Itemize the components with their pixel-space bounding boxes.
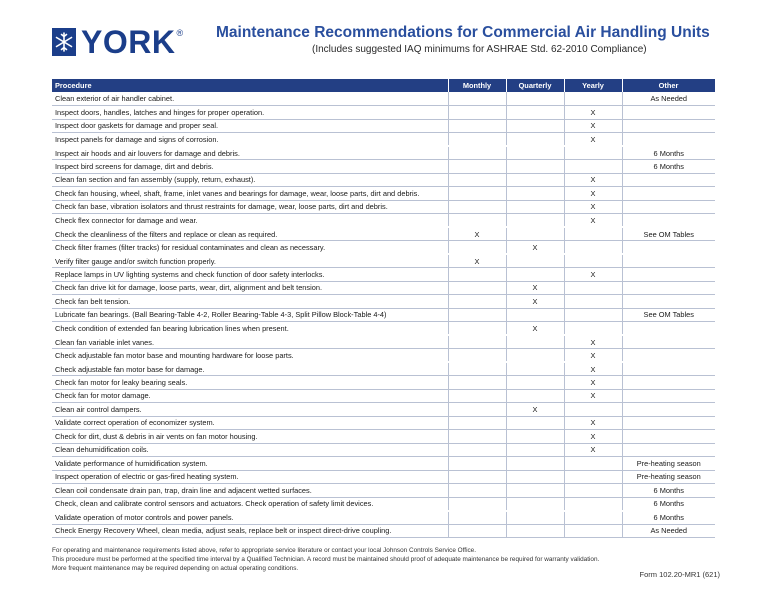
cell-other <box>622 416 715 430</box>
table-row <box>52 349 715 363</box>
cell-other <box>622 254 715 268</box>
cell-yearly <box>564 524 622 538</box>
cell-quarterly <box>506 133 564 147</box>
cell-yearly <box>564 160 622 174</box>
cell-procedure: Clean dehumidification coils. <box>52 443 448 457</box>
brand-name: YORK <box>81 24 176 60</box>
cell-procedure: Clean fan variable inlet vanes. <box>52 335 448 349</box>
cell-quarterly <box>506 160 564 174</box>
cell-other <box>622 295 715 309</box>
cell-other <box>622 430 715 444</box>
cell-monthly <box>448 295 506 309</box>
column-header-monthly: Monthly <box>448 79 506 92</box>
table-row <box>52 484 715 498</box>
cell-quarterly <box>506 200 564 214</box>
cell-quarterly: X <box>506 295 564 309</box>
cell-quarterly <box>506 470 564 484</box>
cell-procedure: Clean exterior of air handler cabinet. <box>52 92 448 106</box>
footnote: More frequent maintenance may be required depending on actual operating conditions. <box>52 565 299 572</box>
cell-quarterly <box>506 430 564 444</box>
cell-yearly: X <box>564 268 622 282</box>
cell-other: 6 Months <box>622 146 715 160</box>
cell-other <box>622 403 715 417</box>
cell-procedure: Inspect air hoods and air louvers for damage and debris. <box>52 146 448 160</box>
cell-procedure: Inspect panels for damage and signs of corrosion. <box>52 133 448 147</box>
cell-quarterly <box>506 173 564 187</box>
table-row <box>52 295 715 309</box>
cell-yearly <box>564 511 622 525</box>
cell-yearly <box>564 281 622 295</box>
cell-monthly <box>448 92 506 106</box>
table-row <box>52 281 715 295</box>
cell-yearly <box>564 403 622 417</box>
cell-quarterly <box>506 227 564 241</box>
cell-other <box>622 322 715 336</box>
cell-monthly <box>448 322 506 336</box>
table-row <box>52 200 715 214</box>
column-header-other: Other <box>622 79 715 92</box>
cell-other: 6 Months <box>622 511 715 525</box>
cell-yearly: X <box>564 200 622 214</box>
cell-quarterly: X <box>506 322 564 336</box>
cell-quarterly: X <box>506 403 564 417</box>
snowflake-icon <box>52 28 76 56</box>
cell-procedure: Inspect bird screens for damage, dirt and debris. <box>52 160 448 174</box>
table-header-row <box>52 79 715 92</box>
cell-yearly: X <box>564 335 622 349</box>
cell-monthly <box>448 430 506 444</box>
cell-monthly: X <box>448 227 506 241</box>
cell-quarterly <box>506 254 564 268</box>
cell-other: 6 Months <box>622 484 715 498</box>
cell-other <box>622 268 715 282</box>
cell-other <box>622 106 715 120</box>
cell-monthly <box>448 308 506 322</box>
cell-monthly <box>448 484 506 498</box>
column-header-quarterly: Quarterly <box>506 79 564 92</box>
cell-quarterly <box>506 362 564 376</box>
table-row <box>52 389 715 403</box>
column-header-procedure: Procedure <box>52 79 448 92</box>
cell-procedure: Verify filter gauge and/or switch function properly. <box>52 254 448 268</box>
cell-other: As Needed <box>622 524 715 538</box>
cell-yearly: X <box>564 106 622 120</box>
cell-yearly: X <box>564 430 622 444</box>
cell-quarterly <box>506 106 564 120</box>
cell-other <box>622 281 715 295</box>
cell-quarterly <box>506 457 564 471</box>
cell-quarterly: X <box>506 281 564 295</box>
table-row <box>52 416 715 430</box>
cell-procedure: Clean fan section and fan assembly (supply, return, exhaust). <box>52 173 448 187</box>
cell-procedure: Check the cleanliness of the filters and replace or clean as required. <box>52 227 448 241</box>
cell-monthly <box>448 281 506 295</box>
table-row <box>52 214 715 228</box>
table-row <box>52 160 715 174</box>
cell-quarterly <box>506 389 564 403</box>
table-row <box>52 106 715 120</box>
cell-procedure: Check adjustable fan motor base and mounting hardware for loose parts. <box>52 349 448 363</box>
cell-other <box>622 133 715 147</box>
cell-yearly: X <box>564 443 622 457</box>
cell-yearly <box>564 457 622 471</box>
cell-other: Pre-heating season <box>622 470 715 484</box>
cell-monthly <box>448 133 506 147</box>
footnote: This procedure must be performed at the specified time interval by a Qualified Technician. A record must be maintained should proof of adequate maintenance be required for warranty validation. <box>52 556 600 563</box>
cell-procedure: Check fan for motor damage. <box>52 389 448 403</box>
cell-monthly <box>448 160 506 174</box>
cell-procedure: Lubricate fan bearings. (Ball Bearing-Table 4-2, Roller Bearing-Table 4-3, Split Pillow Block-Table 4-4) <box>52 308 448 322</box>
cell-quarterly <box>506 308 564 322</box>
cell-procedure: Check fan belt tension. <box>52 295 448 309</box>
cell-other: 6 Months <box>622 160 715 174</box>
registered-mark: ® <box>176 28 184 38</box>
cell-other <box>622 349 715 363</box>
table-row <box>52 119 715 133</box>
cell-yearly: X <box>564 362 622 376</box>
cell-procedure: Validate correct operation of economizer system. <box>52 416 448 430</box>
cell-quarterly <box>506 187 564 201</box>
cell-yearly <box>564 227 622 241</box>
form-number: Form 102.20-MR1 (621) <box>639 570 720 579</box>
table-row <box>52 524 715 538</box>
column-header-yearly: Yearly <box>564 79 622 92</box>
table-row <box>52 227 715 241</box>
cell-other <box>622 214 715 228</box>
cell-monthly <box>448 362 506 376</box>
table-row <box>52 470 715 484</box>
cell-monthly: X <box>448 254 506 268</box>
cell-monthly <box>448 268 506 282</box>
table-row <box>52 443 715 457</box>
cell-yearly: X <box>564 389 622 403</box>
cell-quarterly <box>506 268 564 282</box>
cell-monthly <box>448 470 506 484</box>
cell-yearly <box>564 92 622 106</box>
cell-yearly <box>564 254 622 268</box>
cell-monthly <box>448 335 506 349</box>
cell-other <box>622 335 715 349</box>
table-row <box>52 254 715 268</box>
cell-monthly <box>448 119 506 133</box>
cell-monthly <box>448 416 506 430</box>
cell-other: 6 Months <box>622 497 715 511</box>
cell-yearly <box>564 241 622 255</box>
cell-other <box>622 443 715 457</box>
cell-monthly <box>448 146 506 160</box>
cell-other <box>622 173 715 187</box>
cell-monthly <box>448 241 506 255</box>
table-row <box>52 268 715 282</box>
cell-yearly <box>564 322 622 336</box>
cell-quarterly <box>506 349 564 363</box>
table-row <box>52 362 715 376</box>
footnotes <box>52 546 599 573</box>
cell-procedure: Check fan drive kit for damage, loose parts, wear, dirt, alignment and belt tension. <box>52 281 448 295</box>
cell-procedure: Replace lamps in UV lighting systems and check function of door safety interlocks. <box>52 268 448 282</box>
table-row <box>52 146 715 160</box>
table-row <box>52 430 715 444</box>
cell-quarterly <box>506 443 564 457</box>
york-logo <box>52 26 183 58</box>
cell-monthly <box>448 511 506 525</box>
page-title: Maintenance Recommendations for Commercial Air Handling Units <box>216 24 710 41</box>
cell-other: Pre-heating season <box>622 457 715 471</box>
cell-quarterly <box>506 146 564 160</box>
cell-quarterly <box>506 92 564 106</box>
table-row <box>52 133 715 147</box>
cell-other <box>622 200 715 214</box>
cell-monthly <box>448 376 506 390</box>
table-row <box>52 241 715 255</box>
cell-yearly <box>564 146 622 160</box>
table-row <box>52 335 715 349</box>
cell-procedure: Check, clean and calibrate control sensors and actuators. Check operation of safety limit devices. <box>52 497 448 511</box>
cell-yearly: X <box>564 187 622 201</box>
cell-other <box>622 362 715 376</box>
table-row <box>52 187 715 201</box>
cell-monthly <box>448 443 506 457</box>
cell-procedure: Check adjustable fan motor base for damage. <box>52 362 448 376</box>
cell-monthly <box>448 497 506 511</box>
cell-yearly: X <box>564 173 622 187</box>
cell-monthly <box>448 403 506 417</box>
table-row <box>52 511 715 525</box>
cell-quarterly <box>506 119 564 133</box>
cell-procedure: Check for dirt, dust & debris in air vents on fan motor housing. <box>52 430 448 444</box>
cell-quarterly <box>506 524 564 538</box>
cell-quarterly <box>506 214 564 228</box>
cell-yearly <box>564 497 622 511</box>
cell-monthly <box>448 214 506 228</box>
table-row <box>52 322 715 336</box>
table-row <box>52 497 715 511</box>
cell-procedure: Check flex connector for damage and wear. <box>52 214 448 228</box>
cell-procedure: Check Energy Recovery Wheel, clean media, adjust seals, replace belt or inspect direct-drive coupling. <box>52 524 448 538</box>
cell-yearly <box>564 470 622 484</box>
cell-yearly <box>564 308 622 322</box>
cell-quarterly <box>506 484 564 498</box>
cell-yearly: X <box>564 119 622 133</box>
cell-procedure: Inspect operation of electric or gas-fired heating system. <box>52 470 448 484</box>
cell-other <box>622 376 715 390</box>
cell-monthly <box>448 173 506 187</box>
cell-other: See OM Tables <box>622 227 715 241</box>
footnote: For operating and maintenance requirements listed above, refer to appropriate service literature or contact your local Johnson Controls Service Office. <box>52 547 477 554</box>
cell-yearly <box>564 295 622 309</box>
cell-procedure: Inspect door gaskets for damage and proper seal. <box>52 119 448 133</box>
cell-procedure: Check fan motor for leaky bearing seals. <box>52 376 448 390</box>
page-subtitle: (Includes suggested IAQ minimums for ASHRAE Std. 62-2010 Compliance) <box>312 44 647 55</box>
cell-other <box>622 241 715 255</box>
table-row <box>52 92 715 106</box>
cell-monthly <box>448 200 506 214</box>
cell-monthly <box>448 457 506 471</box>
cell-monthly <box>448 524 506 538</box>
cell-yearly: X <box>564 133 622 147</box>
table-row <box>52 403 715 417</box>
cell-other <box>622 187 715 201</box>
cell-quarterly <box>506 335 564 349</box>
cell-procedure: Inspect doors, handles, latches and hinges for proper operation. <box>52 106 448 120</box>
cell-quarterly <box>506 511 564 525</box>
cell-yearly: X <box>564 376 622 390</box>
cell-procedure: Check fan housing, wheel, shaft, frame, inlet vanes and bearings for damage, wear, loose parts, dirt and debris. <box>52 187 448 201</box>
cell-other <box>622 119 715 133</box>
table-body <box>52 92 715 538</box>
cell-other: See OM Tables <box>622 308 715 322</box>
cell-quarterly <box>506 376 564 390</box>
maintenance-table <box>52 79 716 538</box>
cell-yearly: X <box>564 416 622 430</box>
cell-procedure: Validate operation of motor controls and power panels. <box>52 511 448 525</box>
cell-quarterly <box>506 497 564 511</box>
cell-yearly: X <box>564 214 622 228</box>
cell-yearly: X <box>564 349 622 363</box>
cell-yearly <box>564 484 622 498</box>
table-row <box>52 173 715 187</box>
table-row <box>52 308 715 322</box>
cell-procedure: Check fan base, vibration isolators and thrust restraints for damage, wear, loose parts, dirt and debris. <box>52 200 448 214</box>
cell-procedure: Check filter frames (filter tracks) for residual contaminates and clean as necessary. <box>52 241 448 255</box>
cell-monthly <box>448 106 506 120</box>
table-row <box>52 376 715 390</box>
cell-procedure: Validate performance of humidification system. <box>52 457 448 471</box>
cell-monthly <box>448 187 506 201</box>
cell-monthly <box>448 349 506 363</box>
cell-quarterly <box>506 416 564 430</box>
cell-procedure: Clean air control dampers. <box>52 403 448 417</box>
cell-monthly <box>448 389 506 403</box>
cell-procedure: Check condition of extended fan bearing lubrication lines when present. <box>52 322 448 336</box>
cell-other <box>622 389 715 403</box>
table-row <box>52 457 715 471</box>
cell-procedure: Clean coil condensate drain pan, trap, drain line and adjacent wetted surfaces. <box>52 484 448 498</box>
cell-quarterly: X <box>506 241 564 255</box>
cell-other: As Needed <box>622 92 715 106</box>
